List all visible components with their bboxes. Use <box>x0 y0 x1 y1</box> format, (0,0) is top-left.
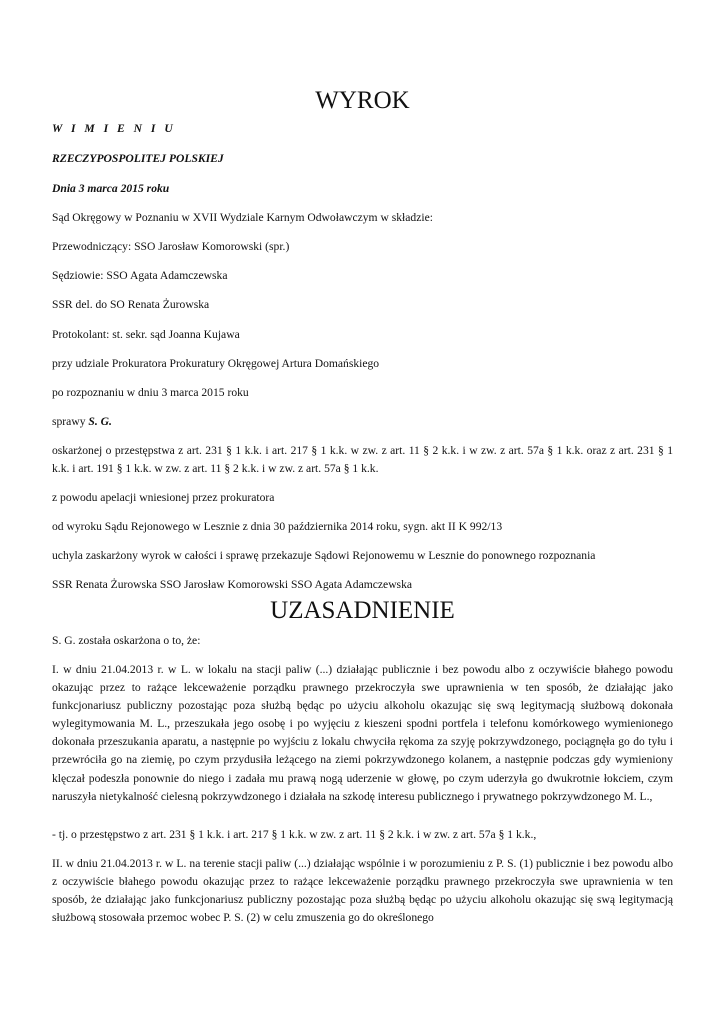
charge-point-1: I. w dniu 21.04.2013 r. w L. w lokalu na stacji paliw (...) działając publicznie i bez powodu albo z oczywiście błahego powodu okazując przez to rażące lekceważenie porządku prawnego przekroczyła swe uprawnienia w ten sposób, że działając jako funkcjonariusz publiczny pozostając poza służbą będąc po użyciu alkoholu okazując się swą legitymacją służbową dokonała wylegitymowania M. L., przeszukała jego osobę i po wyjęciu z kieszeni spodni portfela i telefonu komórkowego wymienionego dokonała przeszukania aparatu, a następnie po wyjściu z lokalu chwyciła rękoma za szyję pokrzywdzonego, pociągnęła go do tyłu i przewróciła go na ziemię, po czym przydusiła leżącego na ziemi pokrzywdzonego kolanem, a następnie podczas gdy wymieniony klęczał podeszła ponownie do niego i zadała mu prawą nogą uderzenie w głowę, po czym uderzyła go dwukrotnie łokciem, czym naruszyła nietykalność cielesną pokrzywdzonego i działała na szkodę interesu publicznego i prywatnego pokrzywdzonego M. L., <box>52 663 673 803</box>
court-prosecutor: przy udziale Prokuratora Prokuratury Okręgowej Artura Domańskiego <box>52 357 380 370</box>
hearing-date: po rozpoznaniu w dniu 3 marca 2015 roku <box>52 386 249 399</box>
court-clerk: Protokolant: st. sekr. sąd Joanna Kujawa <box>52 328 240 341</box>
judgment-date: Dnia 3 marca 2015 roku <box>52 182 170 195</box>
republic-heading: RZECZYPOSPOLITEJ POLSKIEJ <box>52 152 224 165</box>
in-name-heading: W I M I E N I U <box>52 122 176 135</box>
judgment-reference: od wyroku Sądu Rejonowego w Lesznie z dnia 30 października 2014 roku, sygn. akt II K 992/13 <box>52 520 503 533</box>
document-title: WYROK <box>315 87 410 114</box>
court-chairman: Przewodniczący: SSO Jarosław Komorowski (spr.) <box>52 240 290 253</box>
case-line <box>52 413 673 431</box>
court-composition: Sąd Okręgowy w Poznaniu w XVII Wydziale Karnym Odwoławczym w składzie: <box>52 211 433 224</box>
case-prefix: sprawy <box>52 415 89 428</box>
court-judges: Sędziowie: SSO Agata Adamczewska <box>52 269 228 282</box>
charge-text: oskarżonej o przestępstwa z art. 231 § 1 k.k. i art. 217 § 1 k.k. w zw. z art. 11 § 2 k.k. i w zw. z art. 57a § 1 k.k. oraz z art. 231 § 1 k.k. i art. 191 § 1 k.k. w zw. z art. 11 § 2 k.k. i w zw. z art. 57a § 1 k.k. <box>52 444 673 476</box>
justification-intro: S. G. została oskarżona o to, że: <box>52 634 201 647</box>
decision-text: uchyla zaskarżony wyrok w całości i sprawę przekazuje Sądowi Rejonowemu w Lesznie do ponownego rozpoznania <box>52 549 596 562</box>
charge-point-2: II. w dniu 21.04.2013 r. w L. na terenie stacji paliw (...) działając wspólnie i w porozumieniu z P. S. (1) publicznie i bez powodu albo z oczywiście błahego powodu okazując przez to rażące lekceważenie porządku prawnego przekroczyła swe uprawnienia w ten sposób, że działając jako funkcjonariusz publiczny pozostając poza służbą będąc po użyciu alkoholu okazując się swą legitymacją służbową stosowała przemoc wobec P. S. (2) w celu zmuszenia go do określonego <box>52 857 673 925</box>
charge-point-1-legal: - tj. o przestępstwo z art. 231 § 1 k.k. i art. 217 § 1 k.k. w zw. z art. 11 § 2 k.k. i w zw. z art. 57a § 1 k.k., <box>52 828 537 841</box>
justification-title: UZASADNIENIE <box>270 597 455 624</box>
appeal-text: z powodu apelacji wniesionej przez prokuratora <box>52 491 275 504</box>
case-defendant: S. G. <box>88 415 112 428</box>
court-judge-2: SSR del. do SO Renata Żurowska <box>52 298 210 311</box>
judge-signatures: SSR Renata Żurowska SSO Jarosław Komorowski SSO Agata Adamczewska <box>52 578 413 591</box>
